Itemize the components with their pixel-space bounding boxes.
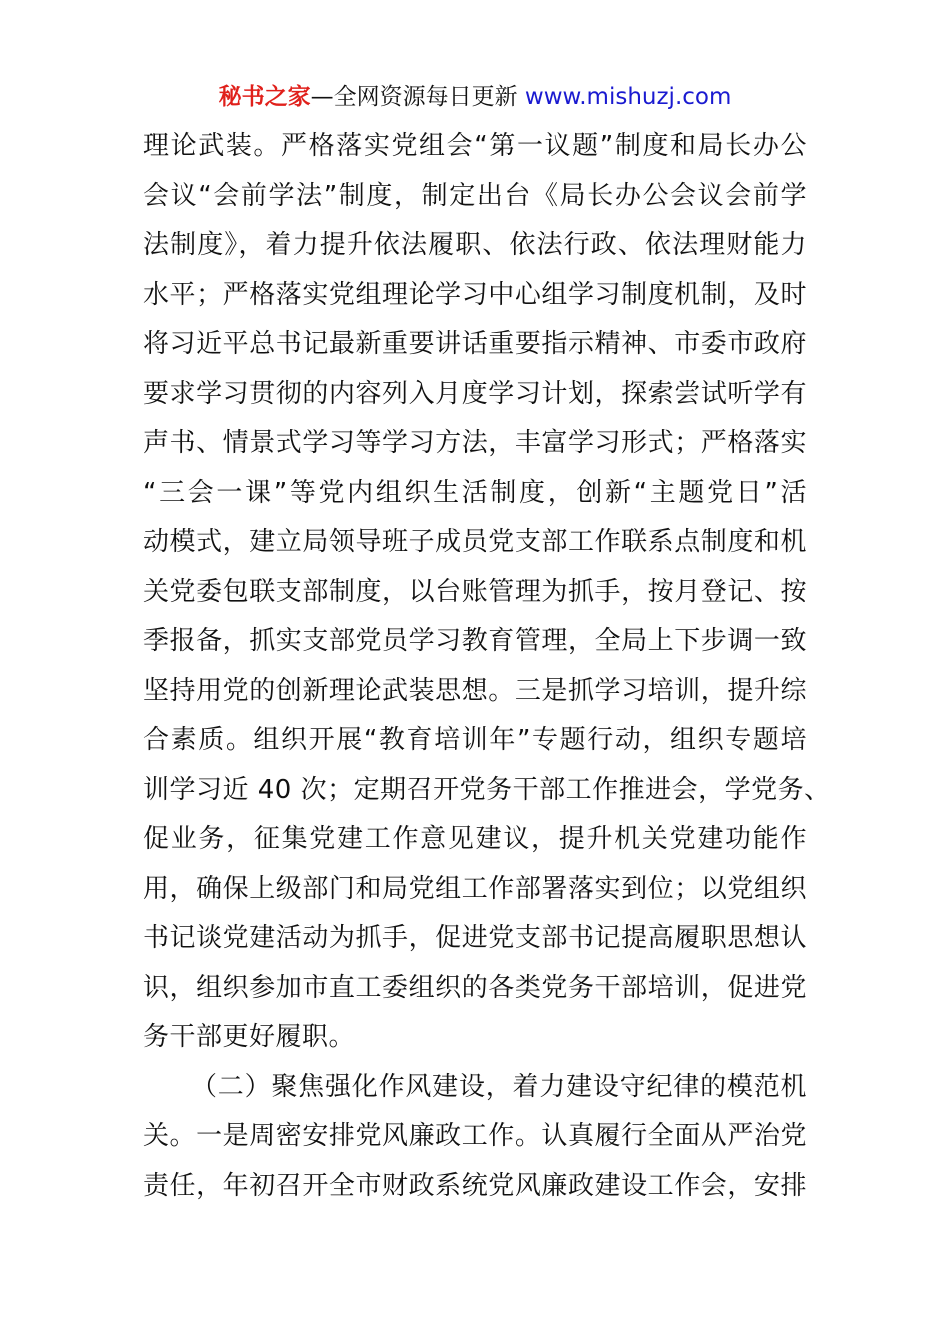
text-line: 合素质。组织开展“教育培训年”专题行动，组织专题培 xyxy=(143,725,807,755)
site-brand: 秘书之家 xyxy=(218,84,311,110)
text-line: 理论武装。严格落实党组会“第一议题”制度和局长办公 xyxy=(143,131,807,161)
site-header xyxy=(0,80,950,114)
text-line: 要求学习贯彻的内容列入月度学习计划，探索尝试听学有 xyxy=(143,378,807,409)
text-line: 书记谈党建活动为抓手，促进党支部书记提高履职思想认 xyxy=(143,923,807,953)
document-body xyxy=(143,122,831,1211)
text-line: 坚持用党的创新理论武装思想。三是抓学习培训，提升综 xyxy=(143,675,807,706)
site-tagline: —全网资源每日更新 xyxy=(310,84,525,110)
text-line: 将习近平总书记最新重要讲话重要指示精神、市委市政府 xyxy=(143,329,807,359)
text-line: 识，组织参加市直工委组织的各类党务干部培训，促进党 xyxy=(143,972,807,1003)
text-line: 动模式，建立局领导班子成员党支部工作联系点制度和机 xyxy=(143,527,807,557)
text-line: 务干部更好履职。 xyxy=(143,1022,356,1052)
section-heading-line: （二）聚焦强化作风建设，着力建设守纪律的模范机 xyxy=(191,1071,807,1102)
text-line: 会议“会前学法”制度，制定出台《局长办公会议会前学 xyxy=(143,180,807,211)
text-line: 用，确保上级部门和局党组工作部署落实到位；以党组织 xyxy=(143,873,807,904)
text-line: 季报备，抓实支部党员学习教育管理，全局上下步调一致 xyxy=(143,626,807,656)
text-line: 关。一是周密安排党风廉政工作。认真履行全面从严治党 xyxy=(143,1121,807,1151)
text-line: 关党委包联支部制度，以台账管理为抓手，按月登记、按 xyxy=(143,576,807,607)
text-line: 水平；严格落实党组理论学习中心组学习制度机制，及时 xyxy=(143,279,807,310)
text-line: 声书、情景式学习等学习方法，丰富学习形式；严格落实 xyxy=(143,428,807,458)
text-line: “三会一课”等党内组织生活制度，创新“主题党日”活 xyxy=(143,477,807,508)
text-line: 训学习近 40 次；定期召开党务干部工作推进会，学党务、 xyxy=(143,774,831,805)
text-line: 促业务，征集党建工作意见建议，提升机关党建功能作 xyxy=(143,824,807,854)
site-url-link[interactable]: www.mishuzj.com xyxy=(524,84,732,110)
text-line: 责任，年初召开全市财政系统党风廉政建设工作会，安排 xyxy=(143,1170,807,1201)
text-line: 法制度》，着力提升依法履职、依法行政、依法理财能力 xyxy=(143,230,807,260)
